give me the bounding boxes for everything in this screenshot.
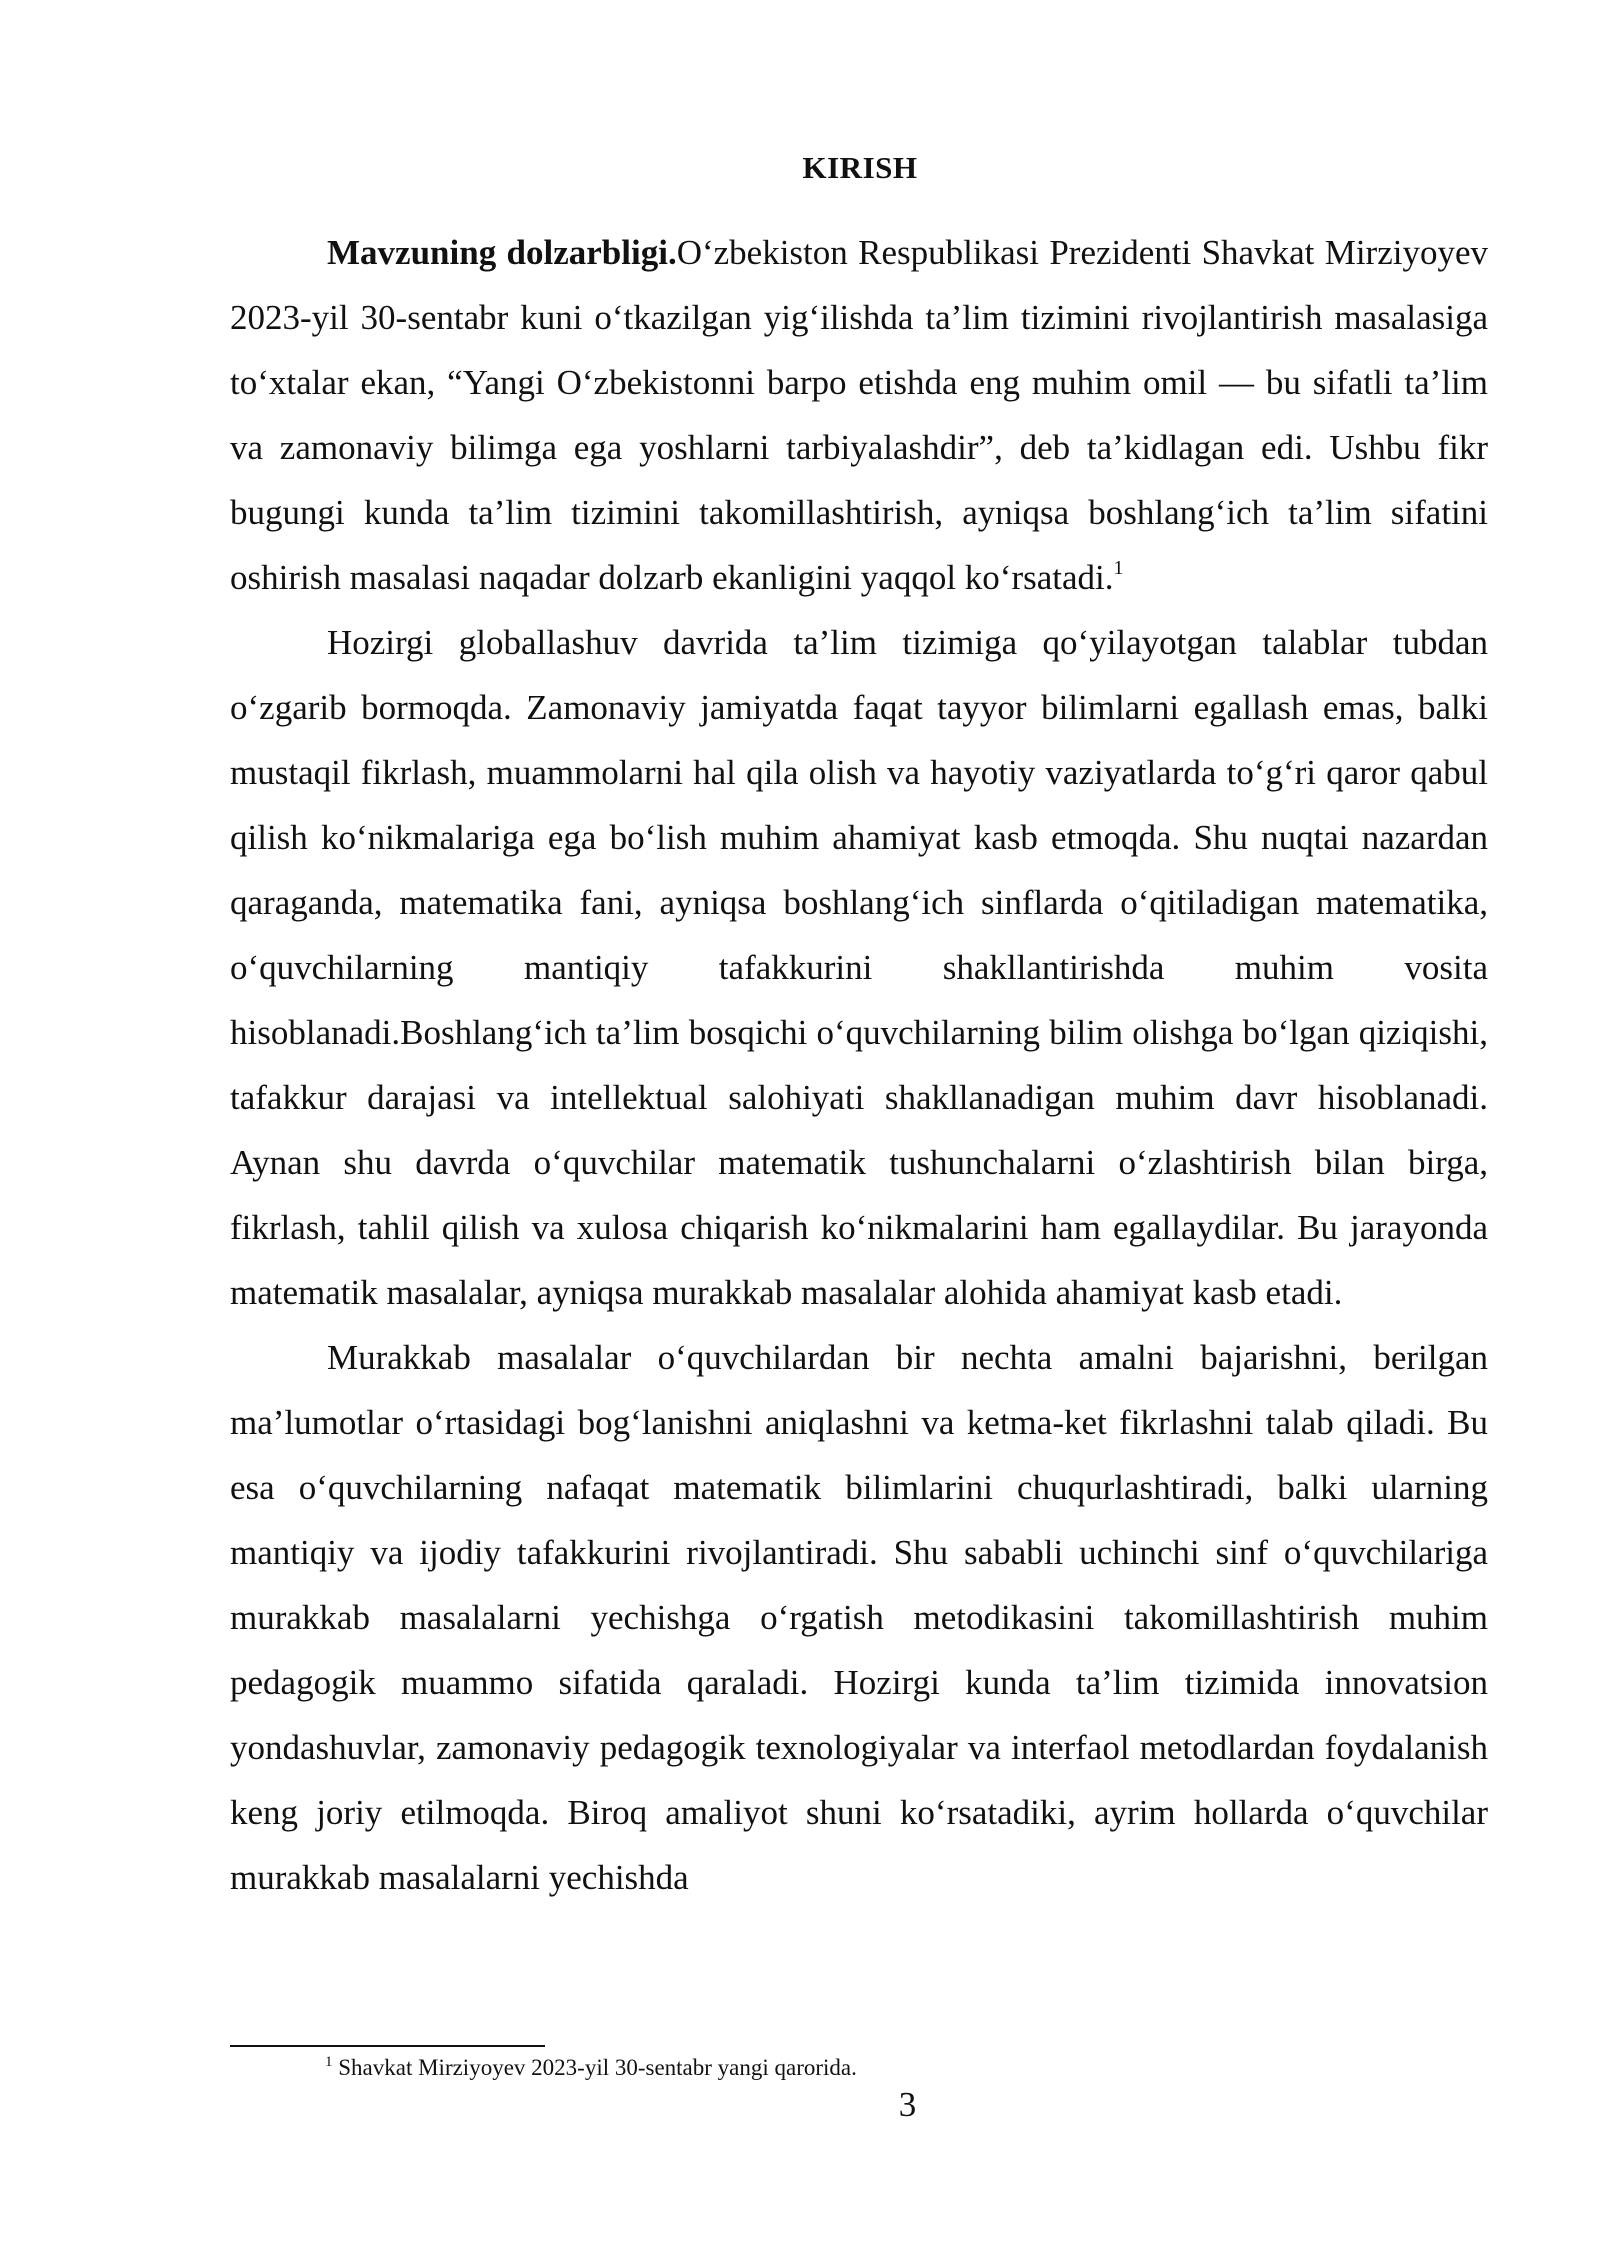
body-text <box>230 220 1488 1910</box>
paragraph-relevance <box>230 220 1488 610</box>
paragraph-complex-problems: Murakkab masalalar o‘quvchilardan bir nechta amalni bajarishni, berilgan ma’lumotlar o‘rtasidagi bog‘lanishni aniqlashni va ketma-ket fikrlashni talab qiladi. Bu esa o‘quvchilarning nafaqat matematik bilimlarini chuqurlashtiradi, balki ularning mantiqiy va ijodiy tafakkurini rivojlantiradi. Shu sababli uchinchi sinf o‘quvchilariga murakkab masalalarni yechishga o‘rgatish metodikasini takomillashtirish muhim pedagogik muammo sifatida qaraladi. Hozirgi kunda ta’lim tizimida innovatsion yondashuvlar, zamonaviy pedagogik texnologiyalar va interfaol metodlardan foydalanish keng joriy etilmoqda. Biroq amaliyot shuni ko‘rsatadiki, ayrim hollarda o‘quvchilar murakkab masalalarni yechishda <box>230 1338 1488 1897</box>
footnote-separator <box>230 2045 545 2047</box>
paragraph-globalization: Hozirgi globallashuv davrida ta’lim tizimiga qo‘yilayotgan talablar tubdan o‘zgarib bormoqda. Zamonaviy jamiyatda faqat tayyor bilimlarni egallash emas, balki mustaqil fikrlash, muammolarni hal qila olish va hayotiy vaziyatlarda to‘g‘ri qaror qabul qilish ko‘nikmalariga ega bo‘lish muhim ahamiyat kasb etmoqda. Shu nuqtai nazardan qaraganda, matematika fani, ayniqsa boshlang‘ich sinflarda o‘qitiladigan matematika, o‘quvchilarning mantiqiy tafakkurini shakllantirishda muhim vosita hisoblanadi.Boshlang‘ich ta’lim bosqichi o‘quvchilarning bilim olishga bo‘lgan qiziqishi, tafakkur darajasi va intellektual salohiyati shakllanadigan muhim davr hisoblanadi. Aynan shu davrda o‘quvchilar matematik tushunchalarni o‘zlashtirish bilan birga, fikrlash, tahlil qilish va xulosa chiqarish ko‘nikmalarini ham egallaydilar. Bu jarayonda matematik masalalar, ayniqsa murakkab masalalar alohida ahamiyat kasb etadi. <box>230 623 1488 1312</box>
page-number: 3 <box>898 2085 917 2124</box>
paragraph-lead: Mavzuning dolzarbligi. <box>327 233 677 272</box>
paragraph-text: O‘zbekiston Respublikasi Prezidenti Shavkat Mirziyoyev 2023-yil 30-sentabr kuni o‘tkazilgan yig‘ilishda ta’lim tizimini rivojlantirish masalasiga to‘xtalar ekan, “Yangi O‘zbekistonni barpo etishda eng muhim omil — bu sifatli ta’lim va zamonaviy bilimga ega yoshlarni tarbiyalashdir”, deb ta’kidlagan edi. Ushbu fikr bugungi kunda ta’lim tizimini takomillashtirish, ayniqsa boshlang‘ich ta’lim sifatini oshirish masalasi naqadar dolzarb ekanligini yaqqol ko‘rsatadi. <box>230 233 1488 597</box>
footnote-reference[interactable]: 1 <box>1113 557 1124 579</box>
footnote-marker: 1 <box>325 2054 333 2070</box>
section-heading: KIRISH <box>802 150 918 185</box>
footnote <box>325 2053 857 2083</box>
footnote-text: Shavkat Mirziyoyev 2023-yil 30-sentabr yangi qarorida. <box>338 2055 857 2080</box>
